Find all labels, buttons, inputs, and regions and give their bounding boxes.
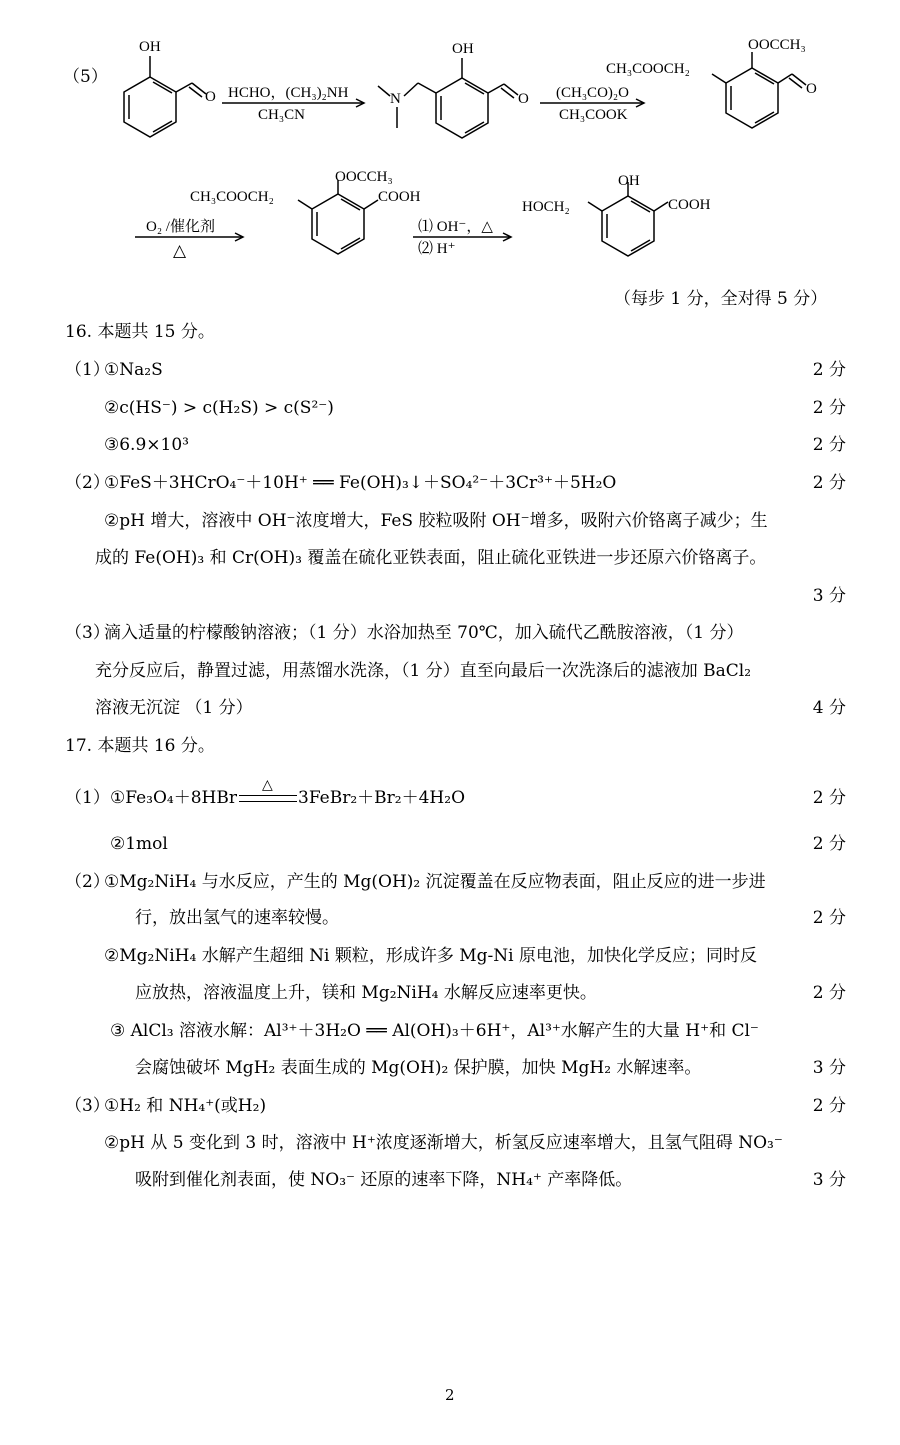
- q16-part1-label: （1）: [65, 360, 110, 380]
- q17-part2-label: （2）: [65, 872, 110, 892]
- q15-scoring-note: （每步 1 分，全对得 5 分）: [614, 289, 828, 309]
- acetoxy-label-3: OOCCH₃: [748, 37, 806, 53]
- acetoxymethyl-label-4: CH₃COOCH₂: [190, 189, 274, 205]
- reagent-3-top: O₂ /催化剂: [146, 219, 215, 235]
- q17-p2-b-line2: 应放热，溶液温度上升，镁和 Mg₂NiH₄ 水解反应速率更快。: [135, 983, 597, 1003]
- benzene-ring-4: [312, 194, 364, 254]
- aldehyde-o-label-3: O: [806, 81, 817, 97]
- q17-p1-equation-right: 3FeBr₂＋Br₂＋4H₂O: [298, 788, 466, 808]
- q17-p3-score-b: 3 分: [812, 1170, 846, 1190]
- q16-p1-score-b: 2 分: [812, 398, 846, 418]
- q16-p2-equation: ①FeS＋3HCrO₄⁻＋10H⁺ ══ Fe(OH)₃↓＋SO₄²⁻＋3Cr³⁺＋5H₂O: [104, 473, 617, 493]
- q16-p1-answer-a: ①Na₂S: [104, 360, 163, 380]
- benzene-ring-1: [124, 77, 176, 137]
- q16-title: 16. 本题共 15 分。: [65, 322, 215, 342]
- q16-p1-score-a: 2 分: [812, 360, 846, 380]
- nitrogen-label: N: [390, 91, 401, 107]
- q17-p1-equation-left: ①Fe₃O₄＋8HBr: [110, 788, 237, 808]
- reagent-4-bottom: ⑵ H⁺: [418, 241, 456, 257]
- reagent-3-bottom: △: [173, 241, 187, 260]
- q17-part3-label: （3）: [65, 1096, 110, 1116]
- q17-p3-answer-a: ①H₂ 和 NH₄⁺(或H₂): [104, 1096, 267, 1116]
- benzene-ring-2: [436, 78, 488, 138]
- q16-p1-score-c: 2 分: [812, 435, 846, 455]
- q16-p2-score-a: 2 分: [812, 473, 846, 493]
- q17-p2-c-line2: 会腐蚀破坏 MgH₂ 表面生成的 Mg(OH)₂ 保护膜，加快 MgH₂ 水解速率。: [135, 1058, 702, 1078]
- q16-p3-score: 4 分: [812, 698, 846, 718]
- q16-part2-label: （2）: [65, 473, 110, 493]
- q17-p1-score-b: 2 分: [812, 834, 846, 854]
- reagent-2-bottom: CH₃COOK: [559, 107, 628, 123]
- aldehyde-o-label-2: O: [518, 91, 529, 107]
- q16-p2-explanation-line1: ②pH 增大，溶液中 OH⁻浓度增大，FeS 胶粒吸附 OH⁻增多，吸附六价铬离子减少；生: [104, 511, 768, 531]
- reagent-1-bottom: CH₃CN: [258, 107, 305, 123]
- q17-p2-a-line1: ①Mg₂NiH₄ 与水反应，产生的 Mg(OH)₂ 沉淀覆盖在反应物表面，阻止反应的进一步进: [104, 872, 766, 892]
- hydroxyl-label-5: OH: [618, 173, 640, 189]
- benzene-ring-5: [602, 196, 654, 256]
- q16-part3-label: （3）: [65, 623, 110, 643]
- reagent-2-top: (CH₃CO)₂O: [556, 85, 629, 101]
- aldehyde-o-label-1: O: [205, 89, 216, 105]
- q17-p1-heat-condition: △: [262, 778, 273, 793]
- hydroxymethyl-label-5: HOCH₂: [522, 199, 570, 215]
- acetoxymethyl-label-3: CH₃COOCH₂: [606, 61, 690, 77]
- hydroxyl-label-1: OH: [139, 39, 161, 55]
- q17-p1-equals-sign: [239, 795, 297, 802]
- q16-p3-line1: 滴入适量的柠檬酸钠溶液；（1 分）水浴加热至 70℃，加入硫代乙酰胺溶液，（1 分）: [104, 623, 744, 643]
- q17-p1-score-a: 2 分: [812, 788, 846, 808]
- q17-p2-b-line1: ②Mg₂NiH₄ 水解产生超细 Ni 颗粒，形成许多 Mg-Ni 原电池，加快化学反应；同时反: [104, 946, 757, 966]
- hydroxyl-label-2: OH: [452, 41, 474, 57]
- q17-p2-c-line1: ③ AlCl₃ 溶液水解：Al³⁺＋3H₂O ══ Al(OH)₃＋6H⁺，Al³⁺水解产生的大量 H⁺和 Cl⁻: [110, 1021, 759, 1041]
- q16-p1-answer-c: ③6.9×10³: [104, 435, 189, 455]
- q17-p3-score-a: 2 分: [812, 1096, 846, 1116]
- reagent-1-top: HCHO，(CH₃)₂NH: [228, 85, 349, 101]
- q17-p2-score-b: 2 分: [812, 983, 846, 1003]
- page-number: 2: [445, 1386, 455, 1404]
- q17-part1-label: （1）: [65, 788, 110, 808]
- q15-part5-label: （5）: [63, 67, 108, 87]
- q17-p2-score-c: 3 分: [812, 1058, 846, 1078]
- carboxyl-label-5: COOH: [668, 197, 711, 213]
- q16-p2-explanation-line2: 成的 Fe(OH)₃ 和 Cr(OH)₃ 覆盖在硫化亚铁表面，阻止硫化亚铁进一步还原六价铬离子。: [95, 548, 767, 568]
- reagent-4-top: ⑴ OH⁻，△: [418, 219, 493, 235]
- q16-p1-answer-b: ②c(HS⁻) > c(H₂S) > c(S²⁻): [104, 398, 334, 418]
- q17-title: 17. 本题共 16 分。: [65, 736, 215, 756]
- acetoxy-label-4: OOCCH₃: [335, 169, 393, 185]
- q17-p3-b-line2: 吸附到催化剂表面，使 NO₃⁻ 还原的速率下降，NH₄⁺ 产率降低。: [135, 1170, 633, 1190]
- q17-p2-score-a: 2 分: [812, 908, 846, 928]
- q17-p1-answer-b: ②1mol: [110, 834, 168, 854]
- benzene-ring-3: [726, 68, 778, 128]
- q17-p3-b-line1: ②pH 从 5 变化到 3 时，溶液中 H⁺浓度逐渐增大，析氢反应速率增大，且氢气阻碍 NO₃⁻: [104, 1133, 783, 1153]
- q16-p2-score-b: 3 分: [812, 586, 846, 606]
- carboxyl-label-4: COOH: [378, 189, 421, 205]
- q17-p2-a-line2: 行，放出氢气的速率较慢。: [135, 908, 339, 928]
- q16-p3-line3: 溶液无沉淀 （1 分）: [95, 698, 253, 718]
- q16-p3-line2: 充分反应后，静置过滤，用蒸馏水洗涤，（1 分）直至向最后一次洗涤后的滤液加 BaCl₂: [95, 661, 752, 681]
